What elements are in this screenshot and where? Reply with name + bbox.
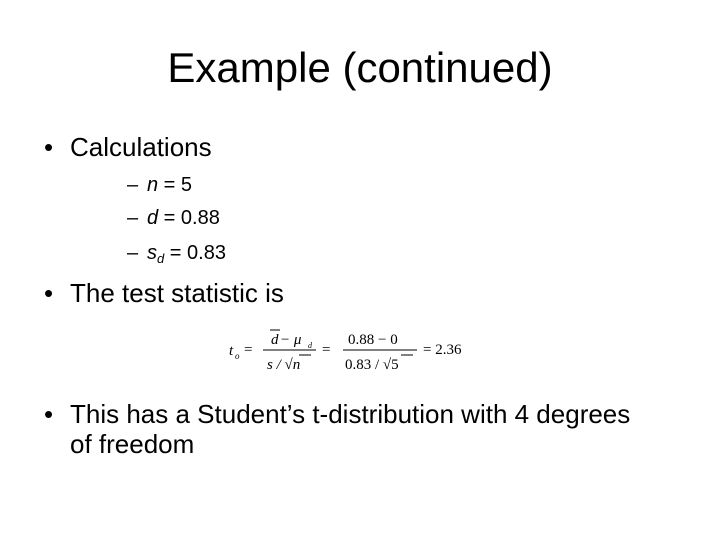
d-symbol: d — [147, 207, 159, 229]
slide-title: Example (continued) — [167, 44, 553, 91]
formula-frac1-num-sub: d — [308, 341, 312, 350]
sub-item-n — [127, 172, 192, 198]
formula-frac2-num: 0.88 − 0 — [348, 332, 398, 348]
bullet-calculations-text: Calculations — [70, 132, 212, 162]
d-value: = 0.88 — [158, 207, 220, 229]
bullet-distribution — [44, 398, 630, 430]
sd-symbol: s — [147, 242, 157, 264]
n-symbol: n — [147, 174, 159, 196]
bullet-calculations — [44, 131, 212, 163]
dash-marker: – — [127, 242, 139, 264]
formula-lhs-sub: o — [235, 351, 240, 361]
bullet-marker: • — [44, 132, 54, 162]
bullet-marker: • — [44, 399, 54, 429]
formula-eq-2: = — [322, 342, 331, 358]
formula-eq-1: = — [244, 342, 253, 358]
formula-frac2-den: 0.83 / √5 — [345, 357, 399, 373]
sub-item-sd — [127, 240, 226, 272]
bullet-test-statistic — [44, 277, 284, 309]
sd-value: = 0.83 — [164, 242, 226, 264]
test-statistic-formula — [225, 322, 475, 377]
formula-lhs-var: t — [229, 343, 234, 359]
formula-frac1-num-rest: − μ — [280, 332, 302, 348]
bullet-distribution-text-line1: This has a Student’s t-distribution with 4 degrees — [70, 399, 631, 429]
sub-item-d — [127, 205, 220, 231]
bullet-test-statistic-text: The test statistic is — [70, 278, 284, 308]
n-value: = 5 — [158, 174, 193, 196]
bullet-distribution-text-line2: of freedom — [70, 429, 195, 459]
formula-result: = 2.36 — [423, 342, 462, 358]
formula-frac1-den: s / √n — [267, 357, 301, 373]
bullet-marker: • — [44, 278, 54, 308]
formula-frac1-num-d: d — [271, 332, 279, 348]
dash-marker: – — [127, 174, 139, 196]
dash-marker: – — [127, 207, 139, 229]
sd-subscript: d — [157, 251, 165, 266]
